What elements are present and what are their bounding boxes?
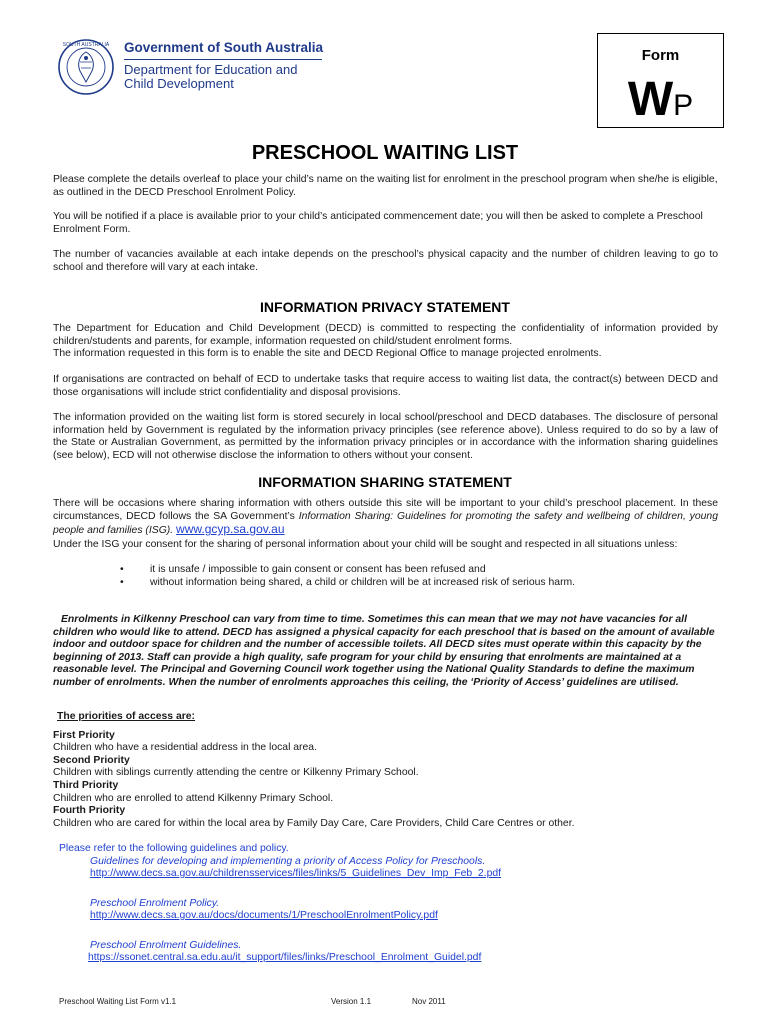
footer-date: Nov 2011	[412, 997, 446, 1006]
sharing-text: There will be occasions where sharing information with others outside this site will be important to your child’s preschool placement. In these circumstances, DECD follows the SA Government’s	[53, 498, 718, 522]
privacy-heading: INFORMATION PRIVACY STATEMENT	[260, 299, 510, 315]
reference-1-link[interactable]: http://www.decs.sa.gov.au/childrensservices/files/links/5_Guidelines_Dev_Imp_Feb_2.pdf	[90, 868, 502, 879]
department-name	[124, 63, 297, 91]
priority-2-text: Children with siblings currently attending the centre or Kilkenny Primary School.	[53, 767, 419, 778]
sharing-bullet-2	[120, 577, 575, 590]
bullet-icon: •	[120, 577, 124, 588]
department-line-2: Child Development	[124, 76, 234, 91]
form-code	[598, 72, 723, 127]
form-code-box	[597, 33, 724, 128]
reference-1-title: Guidelines for developing and implementing a priority of Access Policy for Preschools.	[90, 856, 486, 867]
references-intro: Please refer to the following guidelines and policy.	[59, 843, 289, 854]
sharing-heading: INFORMATION SHARING STATEMENT	[258, 474, 512, 490]
department-line-1: Department for Education and	[124, 62, 298, 77]
footer-version: Version 1.1	[331, 997, 372, 1006]
gcyp-link[interactable]: www.gcyp.sa.gov.au	[176, 522, 285, 537]
reference-2-title: Preschool Enrolment Policy.	[90, 898, 220, 909]
intro-paragraph-3: The number of vacancies available at each intake depends on the preschool’s physical capacity and the number of children leaving to go to school and therefore will vary at each intake.	[53, 249, 718, 273]
enrolments-statement: Enrolments in Kilkenny Preschool can vary from time to time. Sometimes this can mean that we may not have vacancies for all children who would like to attend. DECD has assigned a physical capacity for each preschool that is based on the amount of available indoor and outdoor space for children and the number of accessible toilets. All DECD sites must operate within this capacity by the beginning of 2013. Staff can provide a high quality, safe program for your child by ensuring that enrolments are maintained at a reasonable level. The Principal and Governing Council work together using the National Quality Standards to define the maximum number of enrolments. When the number of enrolments approaches this ceiling, the ‘Priority of Access’ guidelines are utilised.	[53, 614, 715, 688]
header-divider	[124, 59, 322, 60]
intro-paragraph-1: Please complete the details overleaf to place your child’s name on the waiting list for enrolment in the preschool program when she/he is eligible, as outlined in the DECD Preschool Enrolment Policy.	[53, 174, 718, 198]
priority-3-text: Children who are enrolled to attend Kilkenny Primary School.	[53, 793, 334, 804]
form-code-w: W	[627, 73, 674, 126]
priority-2-label: Second Priority	[53, 755, 130, 766]
reference-2-link[interactable]: http://www.decs.sa.gov.au/docs/documents/1/PreschoolEnrolmentPolicy.pdf	[90, 910, 438, 921]
privacy-paragraph-2: If organisations are contracted on behalf of ECD to undertake tasks that require access to waiting list data, the contract(s) between DECD and those organisations will include strict confidentiality and disposal provisions.	[53, 374, 718, 398]
government-crest-logo	[57, 38, 115, 96]
priority-3-label: Third Priority	[53, 780, 119, 791]
crest-text: SOUTH AUSTRALIA	[62, 42, 110, 48]
privacy-paragraph-1: The Department for Education and Child Development (DECD) is committed to respecting the confidentiality of information provided by children/students and parents, for example, information requested on child/student enrolment forms.	[53, 323, 718, 347]
privacy-paragraph-1b: The information requested in this form is to enable the site and DECD Regional Office to manage projected enrolments.	[53, 348, 602, 359]
sharing-paragraph-2: Under the ISG your consent for the sharing of personal information about your child will be sought and respected in all situations unless:	[53, 539, 678, 550]
isg-guidelines-title: Information Sharing: Guidelines for promoting the safety and wellbeing of children, young people and families (ISG).	[53, 510, 718, 537]
footer-form-name: Preschool Waiting List Form v1.1	[59, 997, 177, 1006]
priority-1-label: First Priority	[53, 730, 115, 741]
intro-paragraph-2: You will be notified if a place is available prior to your child’s anticipated commencement date; you will then be asked to complete a Preschool Enrolment Form.	[53, 211, 703, 235]
priority-1-text: Children who have a residential address in the local area.	[53, 742, 317, 753]
form-code-p: P	[673, 89, 694, 122]
bullet-icon: •	[120, 564, 124, 575]
government-title: Government of South Australia	[124, 40, 324, 55]
priority-4-text: Children who are cared for within the local area by Family Day Care, Care Providers, Child Care Centres or other.	[53, 818, 575, 829]
priority-4-label: Fourth Priority	[53, 805, 126, 816]
privacy-paragraph-3: The information provided on the waiting list form is stored securely in local school/preschool and DECD databases. The disclosure of personal information held by Government is regulated by the information privacy principles (see reference above). Unless required to do so by a law of the State or Australian Government, as permitted by the information privacy principles or in accordance with the information sharing guidelines (see below), ECD will not otherwise disclose the information to others without your consent.	[53, 412, 718, 461]
reference-3-link[interactable]: https://ssonet.central.sa.edu.au/it_support/files/links/Preschool_Enrolment_Guidel.pdf	[88, 952, 482, 963]
sharing-bullet-1	[120, 564, 486, 577]
bullet-text: it is unsafe / impossible to gain consent or consent has been refused and	[150, 564, 486, 575]
form-label: Form	[641, 47, 680, 64]
sharing-paragraph-1	[53, 498, 718, 538]
page-title: PRESCHOOL WAITING LIST	[251, 142, 519, 164]
reference-3-title: Preschool Enrolment Guidelines.	[90, 940, 242, 951]
priorities-heading: The priorities of access are:	[57, 711, 196, 722]
bullet-text: without information being shared, a child or children will be at increased risk of serious harm.	[150, 577, 576, 588]
